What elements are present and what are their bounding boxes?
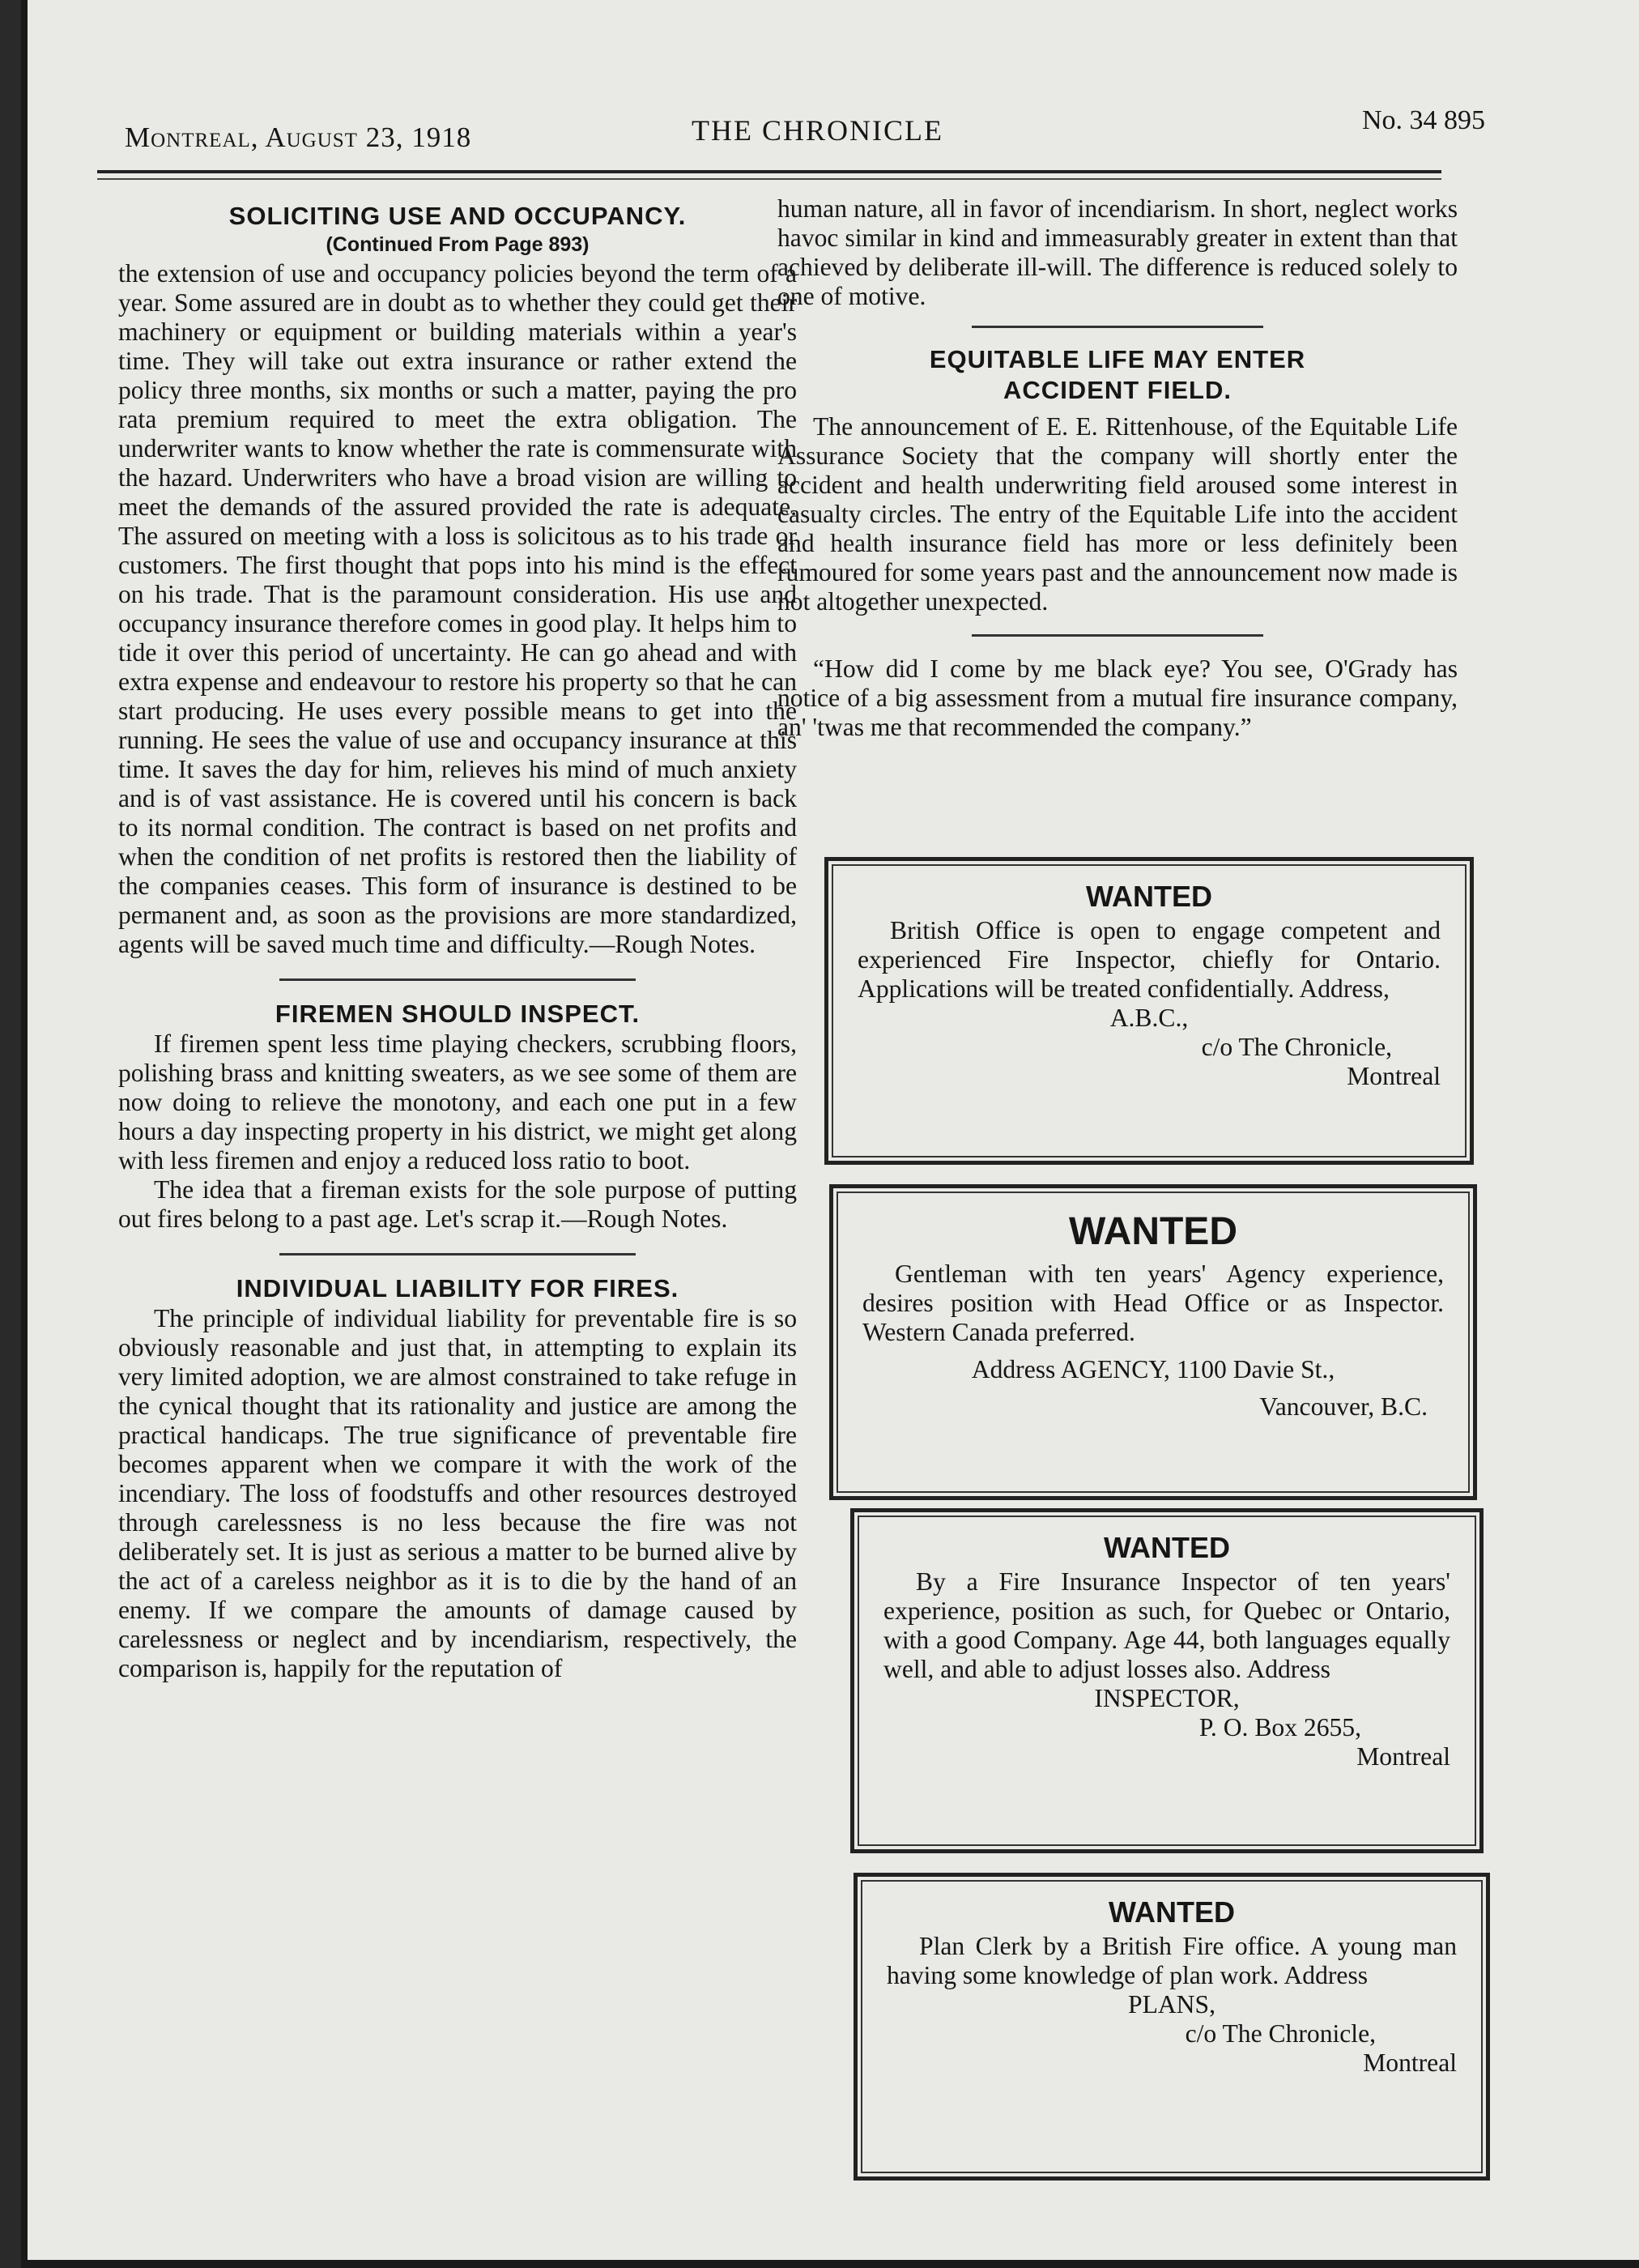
section-separator bbox=[972, 326, 1263, 328]
ad-title: WANTED bbox=[1069, 1210, 1237, 1253]
left-column bbox=[118, 201, 797, 1683]
ad-address-line: c/o The Chronicle, bbox=[1185, 2019, 1376, 2048]
article-title: FIREMEN SHOULD INSPECT. bbox=[275, 1000, 641, 1028]
article-title: INDIVIDUAL LIABILITY FOR FIRES. bbox=[236, 1274, 679, 1302]
article-body: The announcement of E. E. Rittenhouse, of the Equitable Life Assurance Society that the company will shortly enter the accident and health underwriting field aroused some interest in casualty circles. The entry of the Equitable Life into the accident and health insurance field has more or less definitely been rumoured for some years past and the announcement now made is not altogether unexpected. bbox=[777, 412, 1458, 616]
continued-note: (Continued From Page 893) bbox=[326, 233, 590, 256]
ad-body: Plan Clerk by a British Fire office. A young man having some knowledge of plan work. Address bbox=[887, 1932, 1457, 1989]
classified-ad bbox=[829, 1184, 1477, 1500]
header-rule bbox=[97, 170, 1441, 173]
ad-body: By a Fire Insurance Inspector of ten years' experience, position as such, for Quebec or Ontario, with a good Company. Age 44, both languages equally well, and able to adjust losses also. Address bbox=[883, 1567, 1450, 1683]
ad-address-line: INSPECTOR, bbox=[1094, 1684, 1240, 1712]
ad-body: Gentleman with ten years' Agency experience, desires position with Head Office or as Inspector. Western Canada preferred. bbox=[862, 1260, 1444, 1346]
page-header bbox=[125, 105, 1485, 162]
article-title: SOLICITING USE AND OCCUPANCY. bbox=[228, 202, 687, 230]
article-body: the extension of use and occupancy policies beyond the term of a year. Some assured are in doubt as to whether they could get their machinery or equipment or building materials within a year's time. They will take out extra insurance or rather extend the policy three months, six months or such a matter, paying the pro rata premium required to meet the extra obligation. The underwriter wants to know whether the rate is commensurate with the hazard. Underwriters who have a broad vision are willing to meet the demands of the assured provided the rate is adequate. The assured on meeting with a loss is solicitous as to his trade or customers. The first thought that pops into his mind is the effect on his trade. That is the paramount consideration. His use and occupancy insurance therefore comes in good play. It helps him to tide it over this period of uncertainty. He can go ahead and with extra expense and endeavour to restore his property so that he can start producing. He uses every possible means to get into the running. He sees the value of use and occupancy insurance at this time. It saves the day for him, relieves his mind of much anxiety and is of vast assistance. He is covered until his concern is back to its normal condition. The contract is based on net profits and when the condition of net profits is restored then the liability of the companies ceases. This form of insurance is destined to be permanent and, as soon as the provisions are more standardized, agents will be saved much time and difficulty.—Rough Notes. bbox=[118, 259, 797, 958]
section-separator bbox=[279, 978, 636, 981]
header-page-number: No. 34 895 bbox=[1361, 105, 1485, 135]
anecdote-quote: “How did I come by me black eye? You see, O'Grady has notice of a big assessment from a mutual fire insurance company, an' 'twas me that recommended the company.” bbox=[777, 654, 1458, 741]
right-column bbox=[777, 194, 1458, 742]
classified-ad bbox=[850, 1508, 1484, 1853]
section-separator bbox=[279, 1253, 636, 1256]
section-separator bbox=[972, 634, 1263, 637]
header-rule-thin bbox=[97, 178, 1441, 180]
header-dateline: Montreal, August 23, 1918 bbox=[125, 122, 472, 153]
classified-ad bbox=[854, 1873, 1490, 2181]
ad-address-line: P. O. Box 2655, bbox=[1198, 1713, 1361, 1742]
ad-address-line: Montreal bbox=[1347, 1062, 1441, 1090]
ad-title: WANTED bbox=[1086, 880, 1212, 913]
ad-address-line: Montreal bbox=[1363, 2048, 1457, 2077]
ad-address-line: Address AGENCY, 1100 Davie St., bbox=[971, 1355, 1335, 1383]
article-title-line2: ACCIDENT FIELD. bbox=[1003, 376, 1232, 404]
article-paragraph: The idea that a fireman exists for the sole purpose of putting out fires belong to a past age. Let's scrap it.—Rough Notes. bbox=[118, 1175, 797, 1233]
article-paragraph: If firemen spent less time playing checkers, scrubbing floors, polishing brass and knitting sweaters, as we see some of them are now doing to relieve the monotony, and each one put in a few hours a day inspecting property in his district, we might get along with less firemen and enjoy a reduced loss ratio to boot. bbox=[118, 1030, 797, 1174]
ad-address-line: Vancouver, B.C. bbox=[1259, 1392, 1428, 1421]
article-title: EQUITABLE LIFE MAY ENTER bbox=[929, 345, 1306, 373]
ad-title: WANTED bbox=[1109, 1895, 1235, 1929]
article-paragraph: The principle of individual liability for preventable fire is so obviously reasonable and just that, in attempting to explain its very limited adoption, we are almost constrained to take refuge in the cynical thought that its rationality and justice are among the practical handicaps. The true significance of preventable fire becomes apparent when we compare it with the work of the incendiary. The loss of foodstuffs and other resources destroyed through carelessness is no less because the fire was not deliberately set. It is just as serious a matter to be burned alive by the act of a careless neighbor as it is to die by the hand of an enemy. If we compare the amounts of damage caused by carelessness or neglect and by incendiarism, respectively, the comparison is, happily for the reputation of bbox=[118, 1304, 797, 1682]
ad-address-line: PLANS, bbox=[1128, 1990, 1215, 2019]
ad-body: British Office is open to engage competent and experienced Fire Inspector, chiefly for Ontario. Applications will be treated confidentially. Address, bbox=[858, 916, 1441, 1003]
header-masthead: THE CHRONICLE bbox=[692, 114, 943, 147]
classified-ad bbox=[824, 857, 1474, 1165]
ad-address-line: A.B.C., bbox=[1109, 1004, 1189, 1032]
binding-gutter bbox=[0, 0, 21, 2268]
ad-title: WANTED bbox=[1104, 1531, 1230, 1564]
article-paragraph-continued: human nature, all in favor of incendiarism. In short, neglect works havoc similar in kind and immeasurably greater in extent than that achieved by deliberate ill-will. The difference is reduced solely to one of motive. bbox=[777, 194, 1458, 310]
ad-address-line: c/o The Chronicle, bbox=[1201, 1033, 1392, 1061]
ad-address-line: Montreal bbox=[1356, 1742, 1450, 1771]
